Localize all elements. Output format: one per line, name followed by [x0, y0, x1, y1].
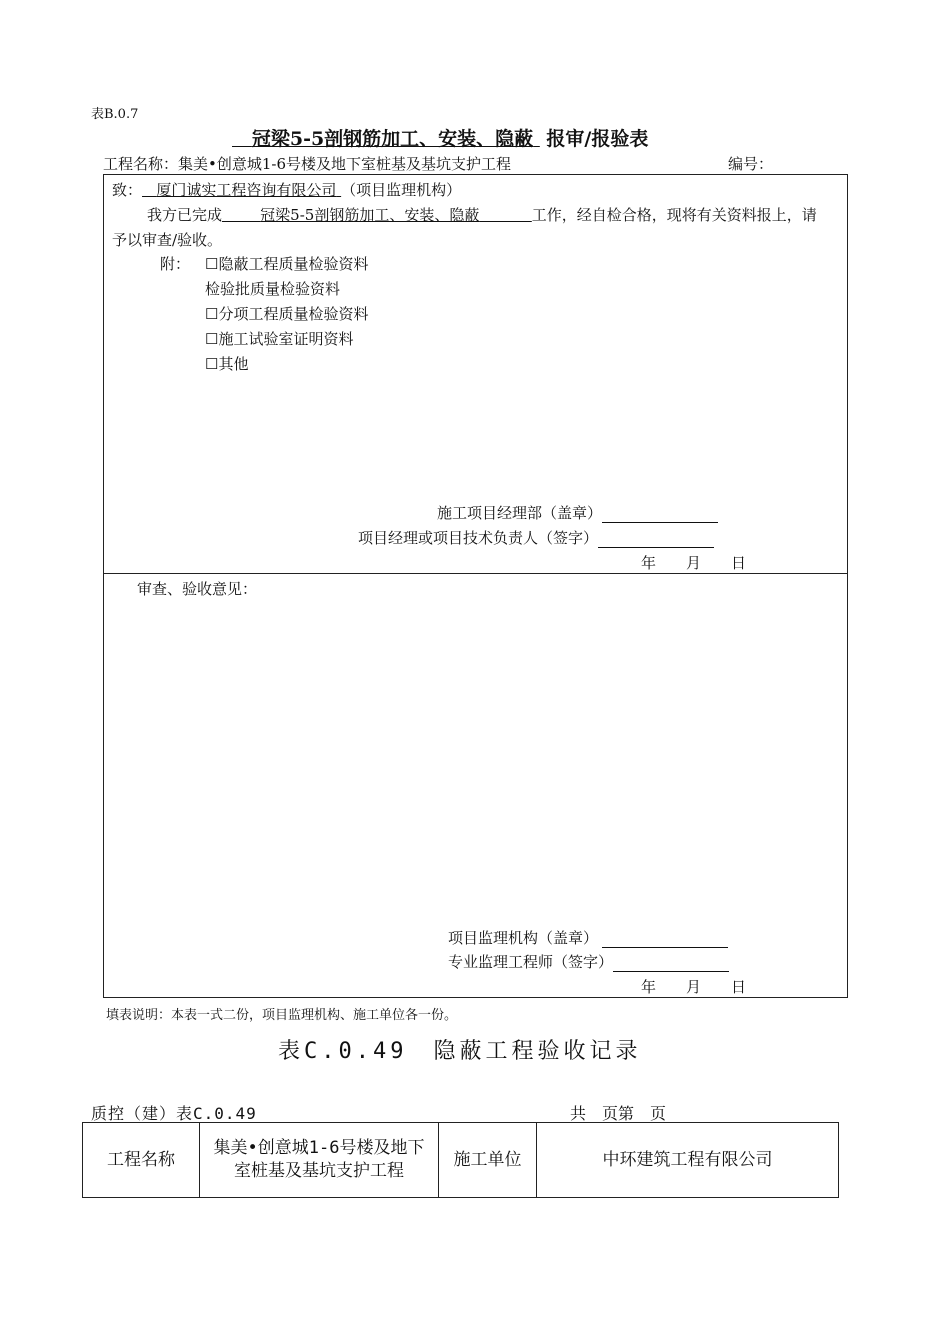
page-info: 共 页第 页 — [570, 1104, 667, 1123]
to-label: 致： — [112, 181, 143, 199]
project-value-cell: 集美•创意城1-6号楼及地下室桩基及基坑支护工程 — [213, 1138, 425, 1181]
contractor-dept-label: 施工项目经理部（盖章） — [437, 504, 603, 522]
project-name-row — [103, 153, 511, 174]
completed-suffix: 工作，经自检合格，现将有关资料报上，请 — [531, 206, 817, 224]
section-divider — [103, 573, 848, 574]
completed-work: 冠梁5-5剖钢筋加工、安装、隐蔽 — [260, 206, 480, 224]
supervisor-seal-field[interactable] — [602, 933, 728, 948]
supervisor-org-row — [448, 927, 728, 948]
supervisor-org-label: 项目监理机构（盖章） — [448, 929, 599, 947]
attachment-item[interactable]: 检验批质量检验资料 — [205, 280, 341, 298]
form-code: 表B.0.7 — [91, 107, 139, 122]
unit-value-cell: 中环建筑工程有限公司 — [602, 1149, 773, 1170]
contractor-signature-field[interactable] — [598, 533, 714, 548]
to-org-note: （项目监理机构） — [341, 181, 462, 199]
supervisor-sign-row — [448, 951, 729, 972]
contractor-sign-row — [358, 527, 714, 548]
project-name-value: 集美•创意城1-6号楼及地下室桩基及基坑支护工程 — [178, 155, 512, 173]
completed-row — [147, 204, 817, 225]
completed-line2: 予以审查/验收。 — [112, 231, 223, 249]
date-1: 年 月 日 — [641, 554, 747, 572]
project-name-label: 工程名称： — [103, 155, 179, 173]
review-label: 审查、验收意见： — [137, 580, 258, 598]
to-row — [112, 179, 461, 200]
contractor-seal-field[interactable] — [602, 508, 718, 523]
number-label: 编号： — [728, 155, 774, 173]
date-2: 年 月 日 — [641, 978, 747, 996]
attach-label: 附： — [160, 255, 191, 273]
completed-prefix: 我方已完成 — [147, 206, 223, 224]
unit-label-cell: 施工单位 — [453, 1149, 522, 1170]
footnote: 填表说明：本表一式二份，项目监理机构、施工单位各一份。 — [106, 1008, 458, 1023]
attachment-item[interactable]: ☐其他 — [205, 355, 249, 373]
supervisor-signature-field[interactable] — [613, 957, 729, 972]
to-org: 厦门诚实工程咨询有限公司 — [156, 181, 337, 199]
title-subject: 冠梁5-5剖钢筋加工、安装、隐蔽 — [251, 128, 534, 150]
attachment-item[interactable]: ☐分项工程质量检验资料 — [205, 305, 369, 323]
contractor-dept-row — [437, 502, 718, 523]
contractor-sign-label: 项目经理或项目技术负责人（签字） — [358, 529, 599, 547]
supervisor-sign-label: 专业监理工程师（签字） — [448, 953, 614, 971]
attachment-item[interactable]: ☐隐蔽工程质量检验资料 — [205, 255, 369, 273]
title-suffix: 报审/报验表 — [539, 128, 649, 150]
attachment-item[interactable]: ☐施工试验室证明资料 — [205, 330, 354, 348]
page-title — [232, 124, 648, 151]
form-c-code: 质控（建）表C.0.49 — [91, 1104, 257, 1123]
column-divider — [199, 1122, 200, 1198]
section-title-c: 表C.0.49 隐蔽工程验收记录 — [278, 1039, 642, 1064]
project-label-cell: 工程名称 — [107, 1149, 175, 1170]
